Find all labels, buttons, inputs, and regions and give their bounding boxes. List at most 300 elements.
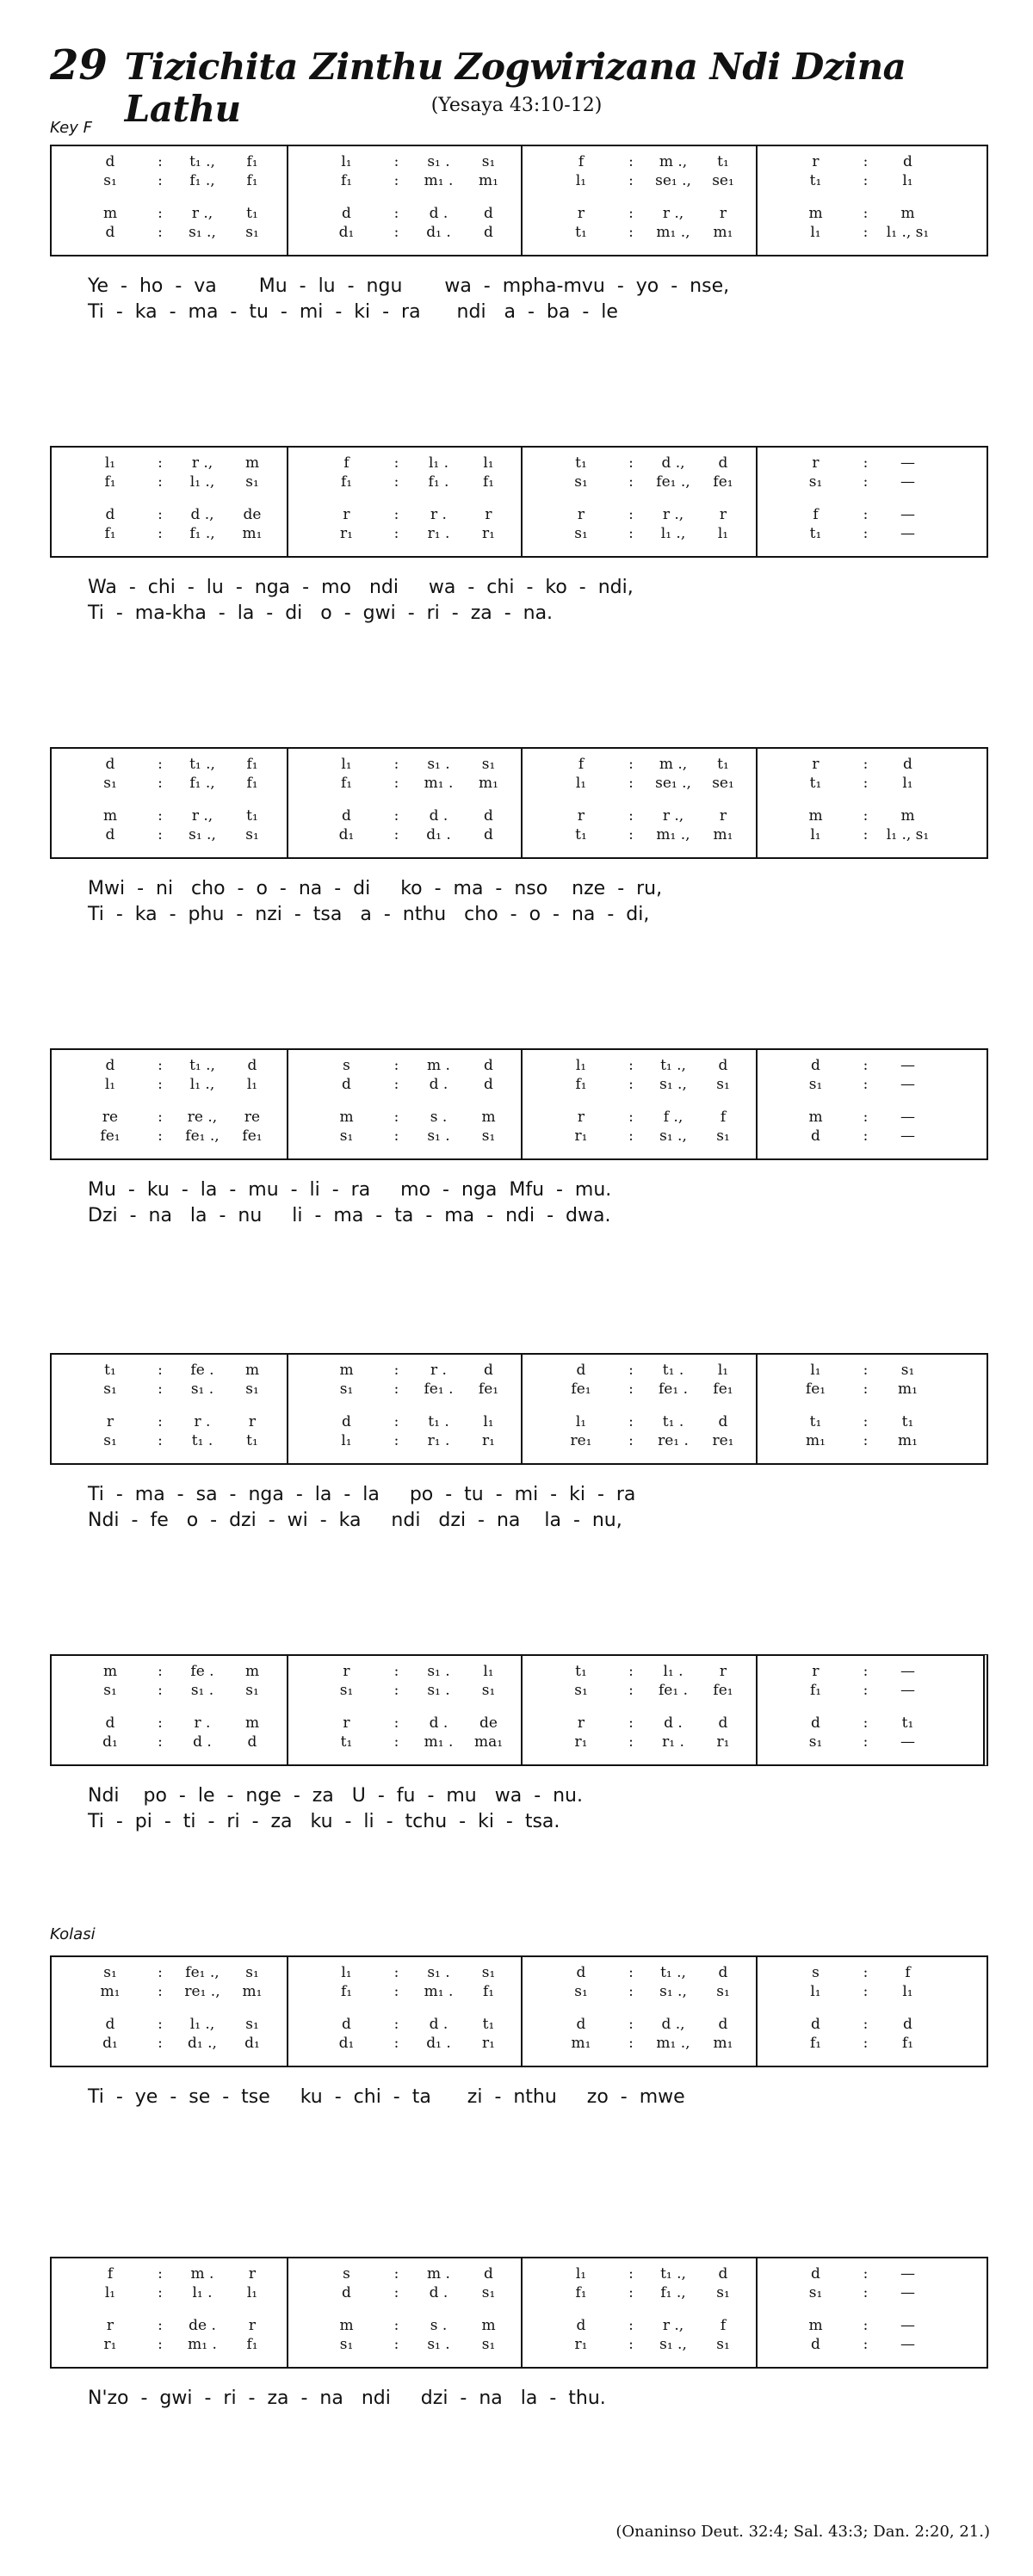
- solfa-note: s₁ .,: [189, 224, 216, 241]
- footer-reference: (Onaninso Deut. 32:4; Sal. 43:3; Dan. 2:20, 21.): [615, 2523, 990, 2541]
- solfa-note: :: [628, 1381, 634, 1398]
- solfa-note: :: [863, 2265, 869, 2283]
- solfa-note: t₁ .,: [660, 2265, 686, 2283]
- solfa-note: r: [248, 1413, 257, 1430]
- solfa-note: f₁ .: [428, 473, 449, 491]
- solfa-note: :: [393, 807, 399, 825]
- solfa-note: :: [863, 454, 869, 472]
- solfa-note: f₁: [104, 473, 116, 491]
- voice-line: [52, 1074, 287, 1095]
- solfa-note: :: [393, 224, 399, 241]
- solfa-note: :: [628, 2016, 634, 2033]
- solfa-note: :: [863, 1983, 869, 2000]
- voice-line: [52, 1680, 287, 1701]
- solfa-note: :: [158, 1432, 163, 1449]
- solfa-note: —: [900, 473, 915, 491]
- lyric-line: Dzi - na la - nu li - ma - ta - ma - ndi - dwa.: [88, 1205, 611, 1226]
- solfa-note: f .,: [663, 1109, 684, 1126]
- solfa-note: fe₁ .,: [185, 1964, 220, 1981]
- solfa-note: :: [393, 826, 399, 843]
- solfa-note: s₁: [808, 2284, 823, 2301]
- solfa-note: :: [863, 506, 869, 523]
- solfa-note: l₁: [341, 1964, 352, 1981]
- solfa-note: f₁: [104, 525, 116, 542]
- voice-line: [52, 825, 287, 845]
- solfa-note: r .: [430, 1362, 447, 1379]
- solfa-note: :: [863, 525, 869, 542]
- solfa-note: :: [393, 775, 399, 792]
- solfa-note: s₁: [245, 473, 259, 491]
- voice-line: [52, 504, 287, 525]
- solfa-note: re₁: [712, 1432, 734, 1449]
- voice-line: [523, 1430, 758, 1451]
- solfa-note: m: [900, 807, 915, 825]
- solfa-note: :: [158, 1682, 163, 1699]
- solfa-note: s₁: [103, 172, 117, 189]
- solfa-note: f: [905, 1964, 911, 1981]
- measure: [521, 146, 758, 255]
- solfa-note: r₁: [340, 525, 353, 542]
- solfa-staff: [50, 1048, 988, 1160]
- solfa-note: d: [576, 2016, 586, 2033]
- solfa-note: r₁: [482, 525, 495, 542]
- solfa-note: :: [158, 1127, 163, 1145]
- solfa-note: t₁: [340, 1733, 353, 1751]
- solfa-note: l₁ .,: [660, 525, 686, 542]
- measure: [52, 1957, 287, 2066]
- solfa-note: :: [393, 1733, 399, 1751]
- solfa-note: re .,: [187, 1109, 218, 1126]
- voice-line: [52, 523, 287, 544]
- music-system: [50, 145, 988, 325]
- lyric-line: Mwi - ni cho - o - na - di ko - ma - nso nze - ru,: [88, 878, 663, 899]
- solfa-note: t₁ .: [191, 1432, 213, 1449]
- solfa-note: :: [393, 1714, 399, 1732]
- solfa-note: l₁: [104, 1076, 116, 1093]
- solfa-note: re₁ .,: [184, 1983, 220, 2000]
- solfa-note: r: [812, 1663, 820, 1680]
- solfa-note: :: [158, 506, 163, 523]
- voice-line: [52, 1107, 287, 1127]
- solfa-note: :: [628, 826, 634, 843]
- voice-line: [288, 1074, 523, 1095]
- solfa-note: :: [628, 1983, 634, 2000]
- solfa-note: s₁ .: [427, 1964, 450, 1981]
- voice-line: [758, 2283, 993, 2303]
- solfa-note: m .,: [659, 153, 688, 170]
- solfa-note: :: [158, 1413, 163, 1430]
- solfa-note: se₁ .,: [655, 172, 691, 189]
- solfa-note: s₁: [481, 1127, 496, 1145]
- lyric-line: Ti - ye - se - tse ku - chi - ta zi - nthu zo - mwe: [88, 2086, 685, 2108]
- solfa-note: s₁: [103, 1682, 117, 1699]
- solfa-note: f₁: [340, 172, 353, 189]
- voice-line: [523, 1981, 758, 2002]
- solfa-note: r: [577, 205, 585, 222]
- lyric-line: Ti - ka - phu - nzi - tsa a - nthu cho - o - na - di,: [88, 904, 650, 925]
- music-system: [50, 1955, 988, 2110]
- solfa-note: :: [393, 454, 399, 472]
- solfa-note: m₁: [898, 1432, 918, 1449]
- solfa-note: :: [158, 826, 163, 843]
- solfa-note: :: [863, 1413, 869, 1430]
- solfa-note: m₁: [100, 1983, 121, 2000]
- solfa-note: f: [343, 454, 349, 472]
- solfa-staff: [50, 1353, 988, 1465]
- solfa-note: :: [863, 826, 869, 843]
- voice-line: [758, 1360, 993, 1381]
- solfa-note: f₁ .,: [189, 172, 215, 189]
- voice-line: [758, 754, 993, 775]
- solfa-note: m₁: [571, 2035, 591, 2052]
- solfa-note: s₁: [481, 756, 496, 773]
- solfa-note: —: [900, 1127, 915, 1145]
- solfa-note: de .: [189, 2317, 216, 2334]
- solfa-note: d: [247, 1057, 257, 1074]
- lyric-line: Wa - chi - lu - nga - mo ndi wa - chi - ko - ndi,: [88, 577, 634, 598]
- solfa-note: f: [813, 506, 819, 523]
- hymn-number: 29: [50, 41, 108, 90]
- measure: [52, 448, 287, 556]
- voice-line: [523, 453, 758, 473]
- measure: [287, 1957, 523, 2066]
- lyric-line: N'zo - gwi - ri - za - na ndi dzi - na la - thu.: [88, 2388, 606, 2409]
- solfa-note: s₁ .: [427, 756, 450, 773]
- solfa-note: s₁: [245, 1381, 259, 1398]
- solfa-note: :: [158, 1109, 163, 1126]
- measure: [756, 2258, 993, 2367]
- solfa-note: m: [481, 2317, 496, 2334]
- solfa-note: s₁: [339, 1682, 354, 1699]
- solfa-note: fe₁ .: [659, 1381, 688, 1398]
- solfa-note: —: [900, 2336, 915, 2353]
- solfa-note: t₁: [809, 525, 822, 542]
- solfa-note: s₁: [481, 1682, 496, 1699]
- solfa-note: t₁ .,: [189, 1057, 215, 1074]
- voice-line: [288, 773, 523, 794]
- solfa-note: s₁: [245, 826, 259, 843]
- solfa-note: :: [393, 1381, 399, 1398]
- solfa-note: :: [628, 172, 634, 189]
- solfa-note: s₁: [716, 1076, 730, 1093]
- music-system: [50, 446, 988, 627]
- solfa-note: d: [105, 224, 115, 241]
- solfa-note: :: [628, 1964, 634, 1981]
- solfa-note: d: [718, 1413, 728, 1430]
- solfa-note: :: [628, 1663, 634, 1680]
- solfa-note: r .,: [662, 807, 684, 825]
- solfa-note: d: [903, 756, 912, 773]
- voice-line: [523, 2033, 758, 2054]
- solfa-note: l₁ ., s₁: [886, 224, 930, 241]
- solfa-note: r .,: [662, 205, 684, 222]
- voice-line: [758, 2315, 993, 2336]
- solfa-note: re: [102, 1109, 119, 1126]
- solfa-note: :: [393, 756, 399, 773]
- solfa-note: f₁: [575, 2284, 587, 2301]
- solfa-note: :: [393, 2265, 399, 2283]
- solfa-note: :: [863, 473, 869, 491]
- solfa-note: s₁: [481, 153, 496, 170]
- solfa-note: t₁ .,: [189, 153, 215, 170]
- solfa-note: :: [628, 153, 634, 170]
- solfa-note: m: [808, 807, 823, 825]
- solfa-note: t₁: [575, 454, 587, 472]
- voice-line: [52, 1430, 287, 1451]
- solfa-note: fe₁ .,: [185, 1127, 220, 1145]
- solfa-note: r: [577, 807, 585, 825]
- measure: [287, 146, 523, 255]
- solfa-note: —: [900, 1109, 915, 1126]
- solfa-note: fe₁ .: [659, 1682, 688, 1699]
- solfa-note: d .: [429, 2016, 448, 2033]
- solfa-staff: [50, 2257, 988, 2369]
- measure: [52, 146, 287, 255]
- solfa-note: s₁: [103, 1381, 117, 1398]
- voice-line: [288, 453, 523, 473]
- voice-line: [523, 1412, 758, 1432]
- voice-line: [523, 504, 758, 525]
- voice-line: [52, 1962, 287, 1983]
- solfa-note: :: [158, 473, 163, 491]
- solfa-note: :: [393, 1109, 399, 1126]
- solfa-note: d: [903, 2016, 912, 2033]
- solfa-note: d: [342, 2284, 351, 2301]
- solfa-note: d: [811, 2336, 820, 2353]
- solfa-note: l₁: [104, 2284, 116, 2301]
- music-system: [50, 1048, 988, 1229]
- voice-line: [758, 1055, 993, 1076]
- solfa-note: r: [812, 756, 820, 773]
- solfa-note: m₁: [898, 1381, 918, 1398]
- solfa-note: d: [811, 2016, 820, 2033]
- solfa-note: :: [863, 1362, 869, 1379]
- voice-line: [523, 1732, 758, 1752]
- voice-line: [523, 1074, 758, 1095]
- solfa-note: d: [718, 454, 728, 472]
- solfa-staff: [50, 145, 988, 256]
- solfa-note: de: [243, 506, 262, 523]
- solfa-note: :: [863, 153, 869, 170]
- voice-line: [523, 1360, 758, 1381]
- solfa-note: :: [158, 1663, 163, 1680]
- solfa-note: d₁: [338, 2035, 355, 2052]
- chorus-label: Kolasi: [50, 1925, 96, 1943]
- solfa-note: t₁: [717, 756, 729, 773]
- music-system: [50, 1654, 988, 1835]
- solfa-note: t₁ .,: [189, 756, 215, 773]
- voice-line: [523, 222, 758, 243]
- solfa-note: s₁: [481, 2284, 496, 2301]
- voice-line: [288, 1360, 523, 1381]
- solfa-note: :: [863, 1964, 869, 1981]
- solfa-note: m: [339, 1362, 354, 1379]
- solfa-note: f₁: [809, 2035, 822, 2052]
- solfa-note: :: [158, 756, 163, 773]
- solfa-note: d: [811, 1714, 820, 1732]
- lyric-line: Ti - ma-kha - la - di o - gwi - ri - za - na.: [88, 602, 554, 624]
- measure: [521, 448, 758, 556]
- measure: [756, 1656, 993, 1764]
- solfa-note: :: [628, 807, 634, 825]
- solfa-note: :: [863, 1381, 869, 1398]
- voice-line: [52, 1379, 287, 1399]
- solfa-note: s₁: [716, 1983, 730, 2000]
- solfa-note: :: [393, 1432, 399, 1449]
- solfa-note: l₁: [341, 1432, 352, 1449]
- solfa-note: —: [900, 2265, 915, 2283]
- solfa-note: m₁: [479, 775, 498, 792]
- measure: [287, 1355, 523, 1463]
- solfa-note: se₁: [712, 775, 734, 792]
- solfa-note: m: [339, 1109, 354, 1126]
- solfa-note: —: [900, 1076, 915, 1093]
- measure: [756, 1355, 993, 1463]
- music-system: [50, 2257, 988, 2412]
- measure: [521, 2258, 758, 2367]
- solfa-note: r₁: [482, 1432, 495, 1449]
- solfa-note: l₁: [717, 525, 729, 542]
- solfa-note: s₁ .: [427, 1663, 450, 1680]
- solfa-note: d: [105, 506, 115, 523]
- solfa-note: :: [628, 473, 634, 491]
- solfa-note: :: [863, 807, 869, 825]
- solfa-note: se₁: [712, 172, 734, 189]
- voice-line: [758, 1412, 993, 1432]
- solfa-note: :: [863, 1714, 869, 1732]
- solfa-note: d: [718, 2016, 728, 2033]
- solfa-note: :: [863, 756, 869, 773]
- music-system: [50, 1353, 988, 1534]
- solfa-note: s₁: [481, 1964, 496, 1981]
- solfa-note: d: [342, 1413, 351, 1430]
- solfa-note: d: [484, 1057, 493, 1074]
- solfa-note: t₁: [809, 1413, 822, 1430]
- solfa-note: m .: [190, 2265, 214, 2283]
- solfa-note: re₁: [570, 1432, 592, 1449]
- solfa-note: l₁: [810, 826, 821, 843]
- solfa-note: :: [863, 224, 869, 241]
- voice-line: [523, 1107, 758, 1127]
- solfa-note: t₁: [575, 224, 587, 241]
- voice-line: [758, 773, 993, 794]
- solfa-note: fe₁: [242, 1127, 263, 1145]
- solfa-note: t₁ .: [428, 1413, 449, 1430]
- solfa-note: d₁ .: [426, 224, 451, 241]
- solfa-note: l₁: [717, 1362, 729, 1379]
- measure: [287, 448, 523, 556]
- measure: [52, 1656, 287, 1764]
- voice-line: [758, 1430, 993, 1451]
- solfa-note: s₁: [103, 775, 117, 792]
- solfa-note: :: [393, 1983, 399, 2000]
- solfa-note: s .: [430, 2317, 448, 2334]
- solfa-note: s₁: [103, 1432, 117, 1449]
- solfa-note: :: [628, 2317, 634, 2334]
- voice-line: [523, 806, 758, 826]
- solfa-note: :: [393, 153, 399, 170]
- solfa-note: f: [720, 1109, 727, 1126]
- voice-line: [523, 1680, 758, 1701]
- solfa-note: :: [628, 1733, 634, 1751]
- solfa-note: r: [485, 506, 492, 523]
- solfa-note: l₁: [575, 172, 587, 189]
- lyrics-block: [50, 1177, 988, 1229]
- solfa-note: :: [393, 1413, 399, 1430]
- voice-line: [52, 1360, 287, 1381]
- solfa-note: l₁ .,: [189, 2016, 215, 2033]
- solfa-note: :: [393, 2035, 399, 2052]
- solfa-note: m₁ .: [424, 172, 454, 189]
- solfa-note: t₁: [717, 153, 729, 170]
- solfa-note: d .: [429, 1714, 448, 1732]
- lyric-line: Ti - ma - sa - nga - la - la po - tu - mi - ki - ra: [88, 1484, 636, 1505]
- solfa-note: d .: [429, 807, 448, 825]
- solfa-note: m₁: [806, 1432, 826, 1449]
- solfa-note: :: [158, 2284, 163, 2301]
- solfa-note: d: [105, 756, 115, 773]
- solfa-note: t₁ .: [662, 1362, 684, 1379]
- solfa-note: :: [863, 2016, 869, 2033]
- solfa-note: d₁: [338, 826, 355, 843]
- solfa-note: s₁: [716, 1127, 730, 1145]
- voice-line: [523, 203, 758, 224]
- voice-line: [288, 170, 523, 191]
- solfa-note: f₁: [340, 473, 353, 491]
- solfa-note: l₁: [575, 2265, 587, 2283]
- solfa-staff: [50, 1654, 988, 1766]
- solfa-note: d: [718, 1057, 728, 1074]
- solfa-note: r: [248, 2317, 257, 2334]
- solfa-note: m: [244, 454, 260, 472]
- voice-line: [288, 1713, 523, 1733]
- solfa-note: —: [900, 1733, 915, 1751]
- solfa-note: r .: [430, 506, 447, 523]
- solfa-note: l₁ ., s₁: [886, 826, 930, 843]
- solfa-note: s₁ .,: [189, 826, 216, 843]
- solfa-note: r: [719, 1663, 727, 1680]
- solfa-note: l₁: [575, 1057, 587, 1074]
- solfa-note: m₁ .,: [656, 2035, 690, 2052]
- solfa-note: r: [343, 506, 350, 523]
- solfa-note: t₁: [809, 172, 822, 189]
- solfa-note: d: [342, 2016, 351, 2033]
- solfa-note: d: [718, 1714, 728, 1732]
- solfa-note: l₁: [483, 1663, 494, 1680]
- solfa-note: s₁: [245, 1964, 259, 1981]
- hymn-title: Tizichita Zinthu Zogwirizana Ndi Dzina Lathu: [124, 46, 906, 130]
- solfa-note: d: [247, 1733, 257, 1751]
- solfa-note: :: [628, 756, 634, 773]
- solfa-note: :: [158, 1076, 163, 1093]
- voice-line: [758, 170, 993, 191]
- solfa-note: :: [158, 525, 163, 542]
- solfa-note: d: [484, 1362, 493, 1379]
- solfa-note: fe₁: [100, 1127, 121, 1145]
- solfa-note: :: [863, 1733, 869, 1751]
- solfa-note: :: [628, 1682, 634, 1699]
- solfa-note: s₁: [808, 1076, 823, 1093]
- solfa-note: ma₁: [473, 1733, 504, 1751]
- solfa-note: :: [158, 224, 163, 241]
- solfa-note: r₁ .: [662, 1733, 684, 1751]
- solfa-note: m₁ .: [188, 2336, 217, 2353]
- solfa-note: f: [720, 2317, 727, 2334]
- solfa-note: :: [158, 2317, 163, 2334]
- solfa-note: r: [577, 1714, 585, 1732]
- solfa-note: :: [628, 1413, 634, 1430]
- solfa-note: s₁: [103, 1964, 117, 1981]
